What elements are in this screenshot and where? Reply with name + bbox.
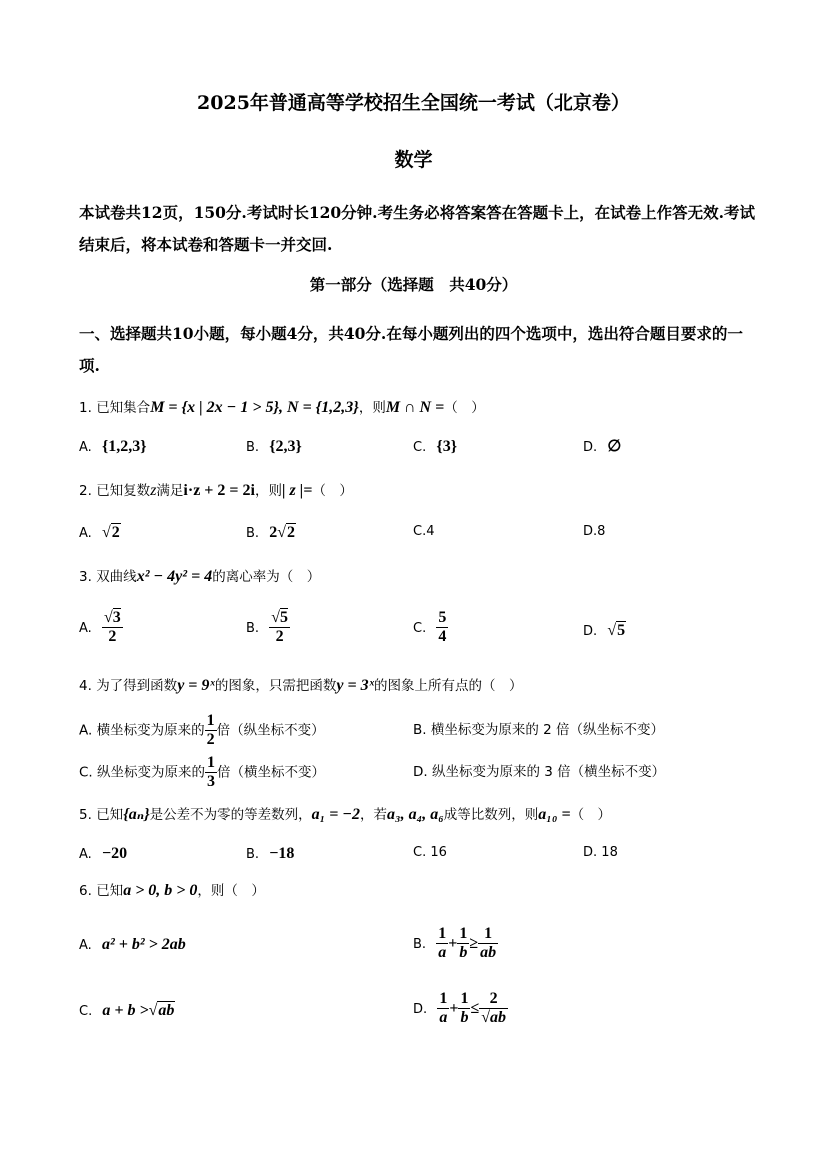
q5-option-a [79,843,127,863]
radicand: ab [158,1002,175,1019]
fraction-denominator: a [439,1009,448,1026]
question-text: ，则 [358,400,386,416]
option-value: 8 [597,524,606,539]
radicand: 3 [112,609,121,626]
option-label: B. [246,526,260,541]
question-text: 的离心率为 [212,569,280,585]
option-label: C. [413,845,427,860]
option-label: C. [79,1004,93,1019]
fraction [269,609,290,646]
q5-option-b [246,843,294,863]
fraction [479,990,508,1027]
fraction-numerator: 5 [438,609,447,626]
fraction-denominator: 2 [108,628,117,645]
math-expression: y = 9ˣ [177,677,215,694]
q6-option-b: B. $\frac{1}{a}$ + $\frac{1}{b}$ ≥ $\frac{1}{ab}$ [413,925,497,961]
math-expression: {aₙ} [123,806,150,823]
option-label: C. [413,524,427,539]
fraction-denominator: √ab [481,1009,507,1026]
question-text: 已知集合 [96,400,151,416]
coefficient: 2 [269,524,278,541]
answer-blank: （ ） [224,883,265,899]
option-label: D. [413,764,428,780]
option-value: ∅ [607,438,622,455]
q1-option-b [246,436,302,456]
sqrt-expression: √2 [101,524,120,541]
option-label: A. [79,722,93,739]
math-expression: M = {x | 2x − 1 > 5}, N = {1,2,3} [150,399,359,416]
question-number: 5. [79,807,92,823]
fraction-numerator: 1 [438,925,447,942]
option-label: A. [79,847,92,862]
option-text: 横坐标变为原来的 [96,722,205,739]
fraction-numerator: 1 [478,925,498,944]
option-label: B. [246,847,260,862]
question-text: 成等比数列，则 [443,807,539,823]
q5-option-d [583,845,618,860]
option-label: D. [583,440,598,455]
option-value: −18 [269,845,295,862]
fraction [436,925,448,962]
option-label: A. [79,621,92,636]
question-text: 已知 [96,807,124,823]
fraction [436,609,448,646]
math-expression: i·z + 2 = 2i [183,482,255,499]
question-text: ，若 [360,807,388,823]
option-text: 倍（横坐标不变） [217,764,326,781]
math-expression: a₃, a₄, a₆ [387,806,444,823]
option-label: D. [583,845,598,860]
inequality-sign: ≤ [470,1000,480,1017]
math-variable: z [150,482,157,499]
option-label: B. [413,722,427,738]
q4-option-d [413,760,665,780]
math-expression: | z |= [281,482,313,499]
q2-option-b [246,522,296,542]
fraction [457,925,469,962]
q6-option-d: D. $\frac{1}{a}$ + $\frac{1}{b}$ ≤ $\frac{2}{√ab}$ [413,990,507,1026]
option-label: B. [246,440,260,455]
question-text: 已知 [96,883,124,899]
option-value: a² + b² > 2ab [101,936,186,953]
fraction [478,925,498,962]
option-label: A. [79,938,92,953]
q6-option-c [79,1000,175,1020]
fraction-numerator: 2 [479,990,508,1009]
math-expression: a₁₀ = [538,806,571,823]
question-text: 的图象，只需把函数 [214,678,337,694]
math-expression: a > 0, b > 0 [123,882,198,899]
fraction-denominator: a [438,944,447,961]
option-label: D. [583,524,598,539]
option-value: 4 [426,524,435,539]
question-3 [79,565,320,586]
radicand: 5 [280,609,289,626]
fraction [458,990,470,1027]
subject-title: 数学 [394,149,433,171]
fraction [437,990,449,1027]
fraction-denominator: 2 [206,731,215,748]
exam-notice: 本试卷共12页，150分.考试时长120分钟.考生务必将答案答在答题卡上，在试卷上作答无效.考试结束后，将本试卷和答题卡一并交回. [79,203,755,254]
fraction-denominator: 3 [207,773,216,790]
fraction-numerator: 1 [439,990,448,1007]
fraction-denominator: 4 [438,628,447,645]
part-heading: 第一部分（选择题 共40分） [309,275,518,294]
fraction-numerator: √5 [271,609,289,626]
sqrt-expression: √ab [148,1002,175,1019]
math-expression: a₁ = −2 [311,806,361,823]
question-number: 3. [79,569,92,585]
fraction-denominator: b [460,1009,469,1026]
question-number: 2. [79,483,92,499]
answer-blank: （ ） [482,678,523,694]
math-expression: M ∩ N = [385,399,445,416]
option-label: A. [79,440,92,455]
question-number: 1. [79,400,92,416]
option-value: 16 [430,845,447,860]
section-heading: 一、选择题共10小题，每小题4分，共40分.在每小题列出的四个选项中，选出符合题目要求的一项. [79,324,743,375]
question-text: ，则 [254,483,282,499]
q6-option-a [79,934,186,954]
fraction-denominator: 2 [275,628,284,645]
radicand: 2 [287,524,296,541]
q5-option-c [413,845,447,860]
sqrt-expression: 2√2 [269,524,296,541]
fraction-denominator: b [459,944,468,961]
question-text: ，则 [197,883,225,899]
option-label: D. [413,1002,428,1017]
option-label: C. [79,764,93,781]
option-value: {1,2,3} [101,438,147,455]
q1-option-c [413,436,457,456]
radicand: 5 [617,622,626,639]
fraction-numerator: 1 [460,990,469,1007]
q3-option-d [583,620,626,640]
question-number: 6. [79,883,92,899]
option-text: 横坐标变为原来的 2 倍（纵坐标不变） [430,722,665,738]
option-value: {2,3} [269,438,302,455]
question-text: 的图象上所有点的 [374,678,482,694]
inequality-sign: ≥ [469,935,479,952]
fraction [205,712,217,749]
q4-option-a [79,712,325,749]
question-text: 为了得到函数 [96,678,178,694]
question-6 [79,879,265,900]
radicand: 2 [111,524,120,541]
fraction [102,609,123,646]
q2-option-a [79,522,121,542]
answer-blank: （ ） [279,569,321,585]
question-text: 满足 [156,483,184,499]
fraction-numerator: 1 [206,712,215,729]
answer-blank: （ ） [312,483,353,499]
question-4 [79,674,523,695]
math-expression: x² − 4y² = 4 [136,568,213,585]
question-1 [79,396,485,417]
q1-option-d [583,436,621,456]
q1-option-a [79,436,147,456]
fraction-numerator: 1 [459,925,468,942]
option-value: 18 [601,845,618,860]
option-value: {3} [436,438,457,455]
q3-option-a [79,609,123,646]
option-label: B. [413,937,427,952]
fraction-numerator: 1 [207,754,216,771]
question-5 [79,803,611,824]
exam-title: 2025年普通高等学校招生全国统一考试（北京卷） [197,92,630,114]
q2-option-c [413,524,435,539]
option-value: −20 [101,845,128,862]
question-text: 是公差不为零的等差数列， [149,807,312,823]
math-expression: y = 3ˣ [336,677,374,694]
fraction [205,754,217,791]
question-number: 4. [79,678,92,694]
option-label: B. [246,621,260,636]
q4-option-b [413,718,664,738]
q3-option-b [246,609,290,646]
q4-option-c [79,754,325,791]
q2-option-d [583,524,605,539]
question-text: 双曲线 [96,569,137,585]
sqrt-expression: √5 [607,622,626,639]
answer-blank: （ ） [444,400,485,416]
fraction-numerator: √3 [103,609,121,626]
q3-option-c [413,609,448,646]
option-text: 纵坐标变为原来的 3 倍（横坐标不变） [431,764,666,780]
question-2 [79,479,353,500]
fraction-denominator: ab [480,944,497,961]
radicand: ab [490,1009,507,1026]
option-label: C. [413,440,427,455]
option-value: a + b > [102,1002,149,1019]
option-label: D. [583,624,598,639]
answer-blank: （ ） [570,807,612,823]
option-text: 倍（纵坐标不变） [216,722,325,739]
option-text: 纵坐标变为原来的 [97,764,206,781]
option-label: C. [413,621,427,636]
option-label: A. [79,526,92,541]
question-text: 已知复数 [96,483,151,499]
